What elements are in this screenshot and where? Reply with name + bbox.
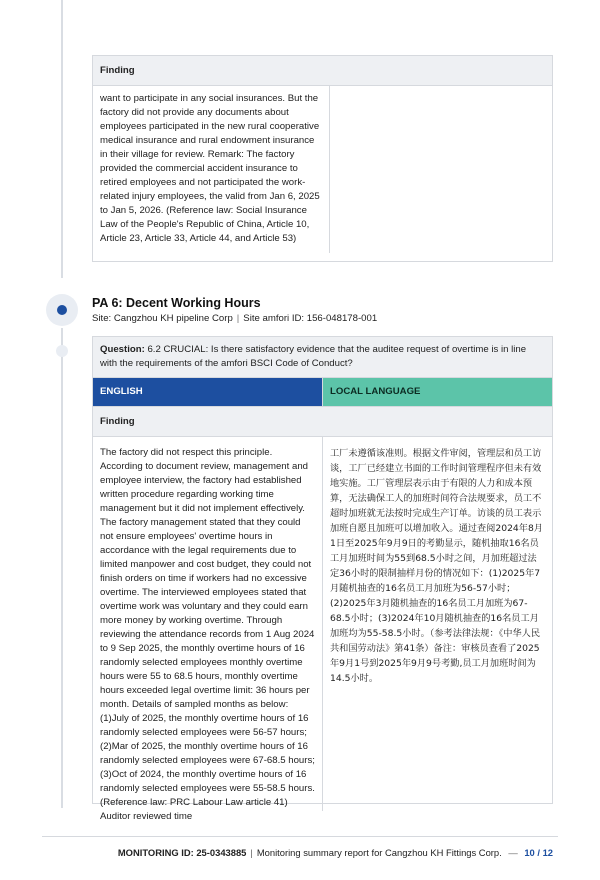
finding-local-text: 工厂未遵循该准则。根据文件审阅，管理层和员工访谈，工厂已经建立书面的工作时间管理程序但未有效地实施。工厂管理层表示由于有限的人力和成本预算，无法确保工人的加班时间符合法规要求，员工不超时加班就无法按时完成生产订单。访谈的员工表示加班自愿且加班可以增加收入。通过查阅2024年8月1日至2025年9月9日的考勤显示，随机抽取16名员工月加班时间为55到68.5小时之间，月加班超过法定36小时的限制抽样月份的情况如下：(1)2025年7月随机抽查的16名员工月加班为56-57小时；(2)2025年3月随机抽查的16名员工月加班为67-68.5小时；(3)2024年10月随机抽查的16名员工月加班均为55-58.5小时。（参考法律法规：《中华人民共和国劳动法》第41条）备注：审核员查看了2025年9月1号到2025年9月9号考勤,员工月加班时间为14.5小时。 (322, 437, 552, 811)
timeline-line (61, 0, 63, 278)
footer-dash: — (508, 847, 518, 858)
section-marker (46, 294, 78, 326)
question-table (92, 336, 553, 822)
question-text: 6.2 CRUCIAL: Is there satisfactory evidence that the auditee request of overtime is in line with the requirements of the amfori BSCI Code of Conduct? (100, 344, 527, 369)
separator: | (236, 313, 240, 324)
finding-table-continued (92, 55, 553, 262)
separator: | (250, 847, 253, 858)
finding-english-text: The factory did not respect this principle. According to document review, management and employee interview, the factory had established written procedure regarding working time management but it did not implement effectively. The factory management stated that they could not ensure employees' overtime hours in accordance with the legal requirements due to limited manpower and cost budget, they could not finish orders on time if workers had no excessive overtime. The interviewed employees stated that overtime work was voluntary and they could earn more money by working overtime. Through reviewing the attendance records from 1 Aug 2024 to 9 Sep 2025, the monthly overtime hours of 16 randomly selected employees monthly overtime hours were 55 to 68.5 hours, monthly overtime hours exceeded legal overtime limit: 36 hours per month. Details of sampled months as below: (1)July of 2025, the monthly overtime hours of 16 randomly selected employees were 56-57 hours; (2)Mar of 2025, the monthly overtime hours of 16 randomly selected employees were 67-68.5 hours; (3)Oct of 2024, the monthly overtime hours of 16 randomly selected employees were 55-58.5 hours. (Reference law: PRC Labour Law article 41) Auditor reviewed time (100, 447, 315, 822)
site-amfori-id: Site amfori ID: 156-048178-001 (243, 313, 378, 324)
site-info (92, 313, 377, 324)
finding-local-empty (329, 86, 552, 253)
page-footer (118, 847, 553, 858)
question-label: Question: (100, 344, 145, 355)
finding-body-row (93, 437, 552, 822)
section-marker-dot (57, 305, 67, 315)
finding-header: Finding (93, 406, 552, 437)
timeline-line (61, 328, 63, 808)
question-block (93, 337, 552, 378)
question-marker (56, 345, 68, 357)
finding-header: Finding (93, 56, 552, 86)
monitoring-id: MONITORING ID: 25-0343885 (117, 847, 247, 858)
page-number: 10 / 12 (524, 847, 553, 858)
column-english: ENGLISH (93, 378, 322, 406)
site-name: Site: Cangzhou KH pipeline Corp (92, 313, 233, 324)
column-local-language: LOCAL LANGUAGE (322, 378, 552, 406)
language-header-row (93, 378, 552, 406)
finding-text: want to participate in any social insurances. But the factory did not provide any documents about employees participated in the new rural cooperative medical insurance and rural endowment insurance in their village for review. Remark: The factory provided the commercial accident insurance to retired employees and not participated the work-related injury employees, the valid from Jan 6, 2025 to Jan 5, 2026. (Reference law: Social Insurance Law of the People's Republic of China, Article 10, Article 23, Article 33, Article 44, and Article 53) (100, 93, 320, 244)
section-title: PA 6: Decent Working Hours (92, 296, 261, 310)
footer-divider (42, 836, 558, 837)
report-title: Monitoring summary report for Cangzhou KH Fittings Corp. (256, 847, 502, 858)
